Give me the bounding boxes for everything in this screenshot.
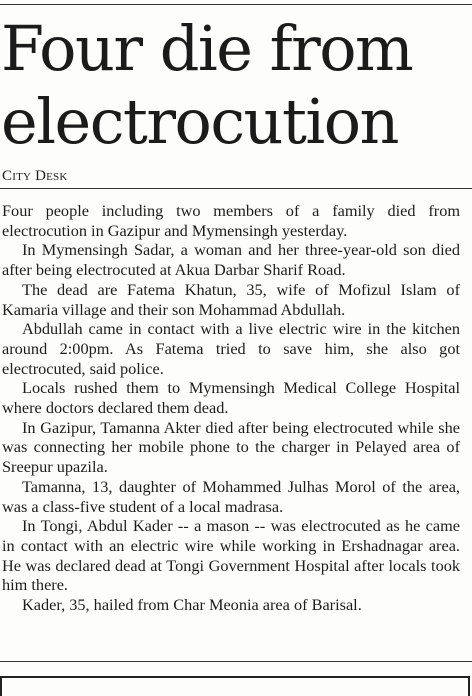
- paragraph: Four people including two members of a family died from electrocution in Gazipur and Mymensingh yesterday.: [2, 201, 460, 240]
- paragraph: The dead are Fatema Khatun, 35, wife of Mofizul Islam of Kamaria village and their son Mohammad Abdullah.: [2, 279, 460, 319]
- headline: Four die from electrocution: [1, 12, 413, 158]
- top-rule: [0, 4, 472, 5]
- next-article-box-edge: [0, 676, 470, 696]
- byline: City Desk: [2, 168, 68, 184]
- paragraph: Tamanna, 13, daughter of Mohammed Julhas Morol of the area, was a class-five student of a local madrasa.: [2, 476, 460, 516]
- article-body: [2, 201, 460, 615]
- bottom-rule: [0, 661, 472, 662]
- paragraph: In Mymensingh Sadar, a woman and her three-year-old son died after being electrocuted at Akua Darbar Sharif Road.: [2, 240, 460, 280]
- paragraph: Locals rushed them to Mymensingh Medical College Hospital where doctors declared them dead.: [2, 378, 460, 418]
- paragraph: Abdullah came in contact with a live electric wire in the kitchen around 2:00pm. As Fatema tried to save him, she also got electrocuted, said police.: [2, 319, 460, 378]
- paragraph: Kader, 35, hailed from Char Meonia area of Barisal.: [22, 595, 362, 615]
- paragraph: In Gazipur, Tamanna Akter died after being electrocuted while she was connecting her mobile phone to the charger in Pelayed area of Sreepur upazila.: [2, 417, 460, 477]
- paragraph: In Tongi, Abdul Kader -- a mason -- was electrocuted as he came in contact with an electric wire while working in Ershadnagar area. He was declared dead at Tongi Government Hospital after locals took him there.: [2, 516, 460, 595]
- byline-rule: [0, 188, 472, 189]
